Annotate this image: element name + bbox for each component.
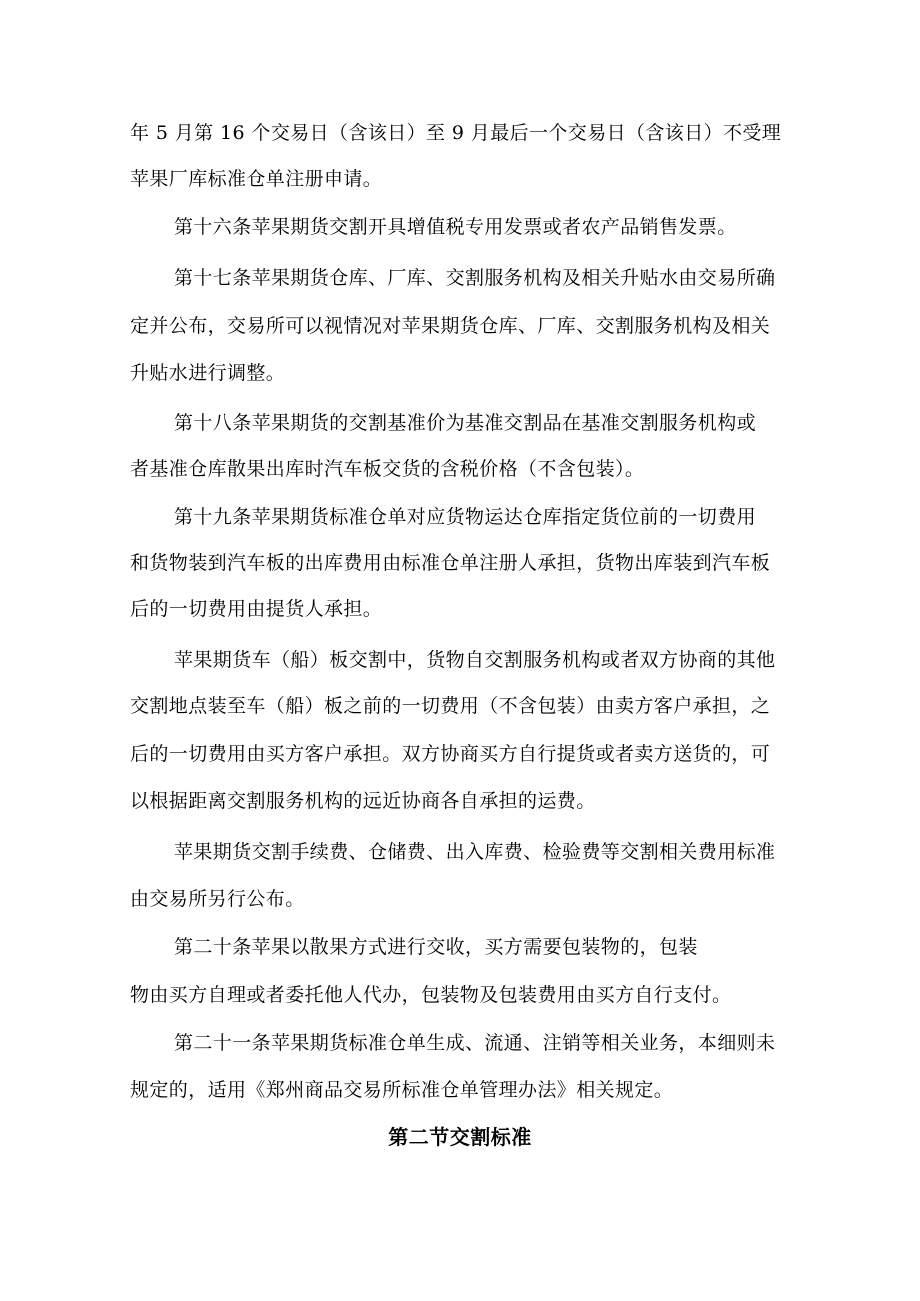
text-line: 第十八条苹果期货的交割基准价为基准交割品在基准交割服务机构或 — [174, 412, 757, 434]
text-line: 第十九条苹果期货标准仓单对应货物运达仓库指定货位前的一切费用 — [174, 506, 757, 528]
text-line: 升贴水进行调整。 — [130, 362, 286, 384]
text-line: 年 5 月第 16 个交易日（含该日）至 9 月最后一个交易日（含该日）不受理 — [130, 122, 782, 144]
text-line: 第十七条苹果期货仓库、厂库、交割服务机构及相关升贴水由交易所确 — [174, 267, 776, 289]
text-line: 交割地点装至车（船）板之前的一切费用（不含包装）由卖方客户承担，之 — [130, 695, 771, 717]
text-line: 第十六条苹果期货交割开具增值税专用发票或者农产品销售发票。 — [174, 216, 737, 238]
text-line: 物由买方自理或者委托他人代办，包装物及包装费用由买方自行支付。 — [130, 984, 732, 1006]
text-line: 第二十一条苹果期货标准仓单生成、流通、注销等相关业务，本细则未 — [174, 1032, 776, 1054]
text-line: 以根据距离交割服务机构的远近协商各自承担的运费。 — [130, 790, 596, 812]
text-line: 后的一切费用由买方客户承担。双方协商买方自行提货或者卖方送货的，可 — [130, 743, 771, 765]
text-line: 规定的，适用《郑州商品交易所标准仓单管理办法》相关规定。 — [130, 1079, 674, 1101]
text-line: 第二十条苹果以散果方式进行交收，买方需要包装物的，包装 — [174, 936, 698, 958]
text-line: 定并公布，交易所可以视情况对苹果期货仓库、厂库、交割服务机构及相关 — [130, 315, 771, 337]
text-line: 苹果期货车（船）板交割中，货物自交割服务机构或者双方协商的其他 — [174, 649, 776, 671]
text-line: 和货物装到汽车板的出库费用由标准仓单注册人承担，货物出库装到汽车板 — [130, 552, 771, 574]
text-line: 后的一切费用由提货人承担。 — [130, 598, 383, 620]
section-heading: 第二节交割标准 — [388, 1125, 532, 1149]
text-line: 苹果期货交割手续费、仓储费、出入库费、检验费等交割相关费用标准 — [174, 841, 776, 863]
text-line: 苹果厂库标准仓单注册申请。 — [130, 168, 383, 190]
text-line: 者基准仓库散果出库时汽车板交货的含税价格（不含包装）。 — [130, 458, 645, 480]
text-line: 由交易所另行公布。 — [130, 888, 305, 910]
